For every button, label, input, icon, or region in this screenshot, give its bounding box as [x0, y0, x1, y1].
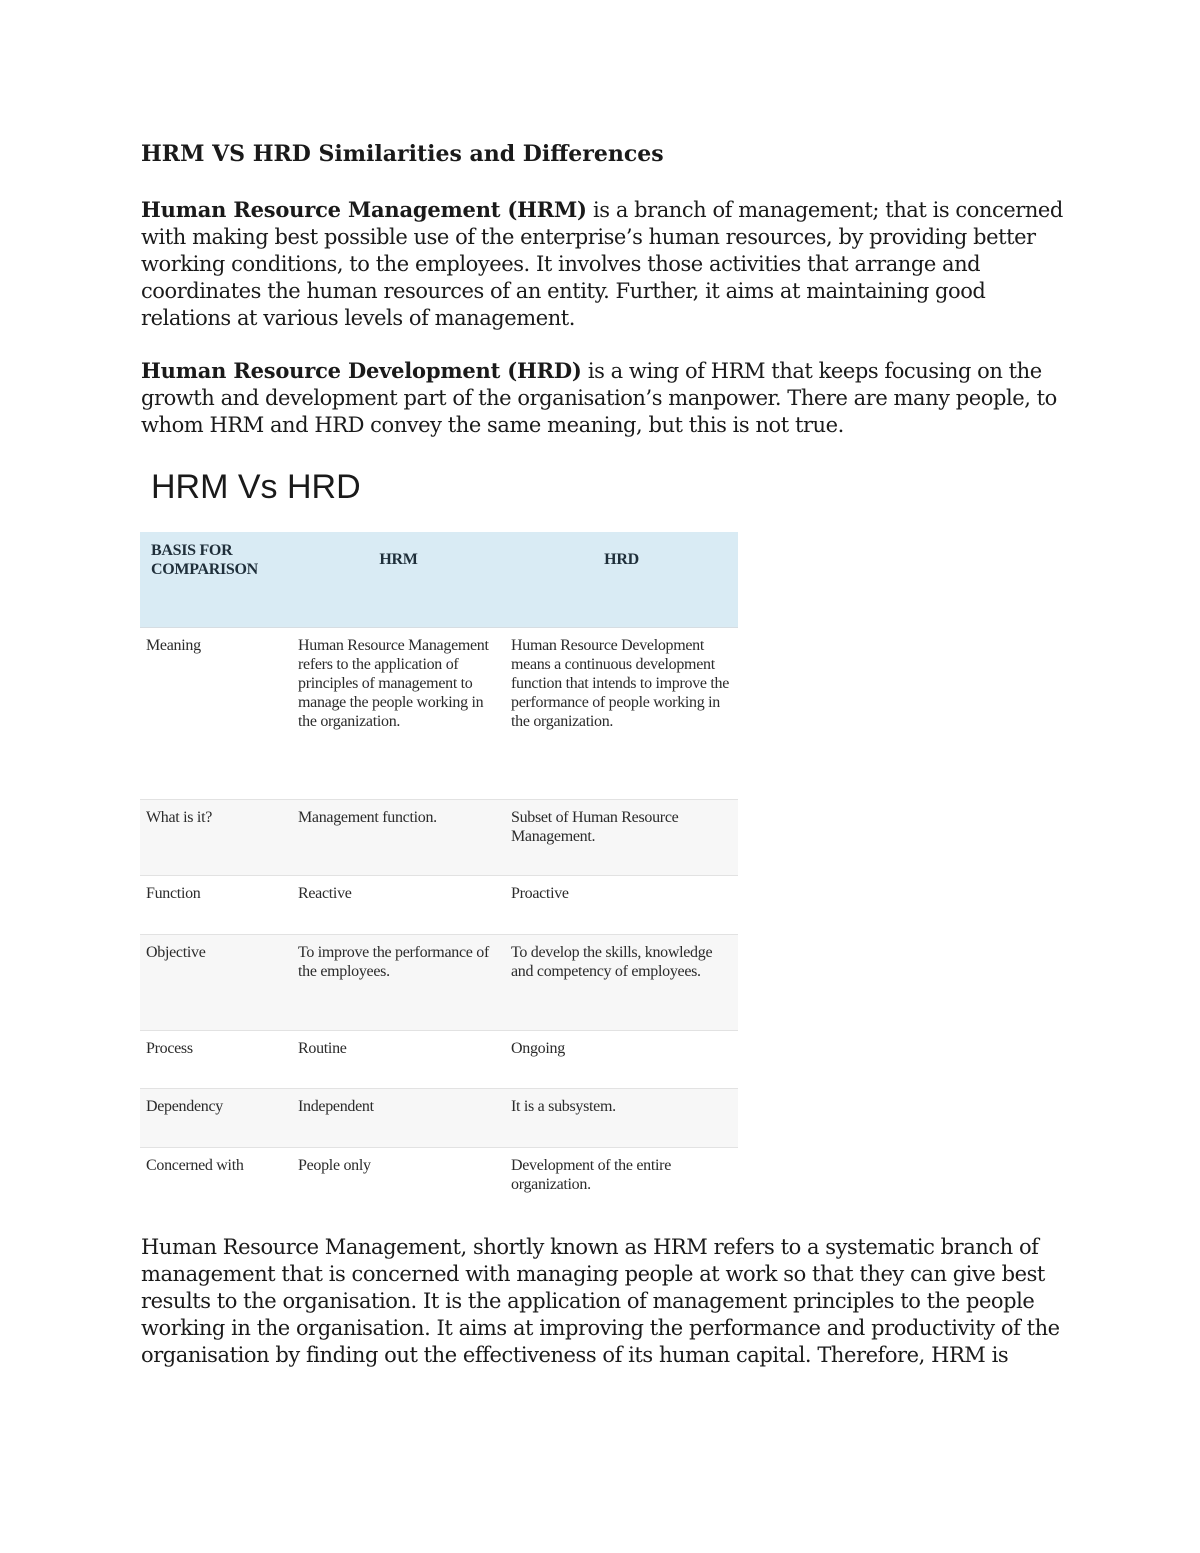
- hrm-term: Human Resource Management (HRM): [141, 197, 587, 222]
- row-hrd-cell: Ongoing: [505, 1031, 738, 1089]
- row-basis-cell: Process: [140, 1031, 292, 1089]
- hrd-definition-paragraph: [141, 357, 1071, 439]
- hrm-explanation-paragraph: Human Resource Management, shortly known as HRM refers to a systematic branch of management that is concerned with managing people at work so that they can give best results to the organisation. It is the application of management principles to the people working in the organisation. It aims at improving the performance and productivity of the organisation by finding out the effectiveness of its human capital. Therefore, HRM is: [141, 1235, 1060, 1367]
- hrd-definition-text: is a wing of HRM that keeps focusing on the growth and development part of the organisation’s manpower. There are many people, to whom HRM and HRD convey the same meaning, but this is not true.: [141, 359, 1057, 437]
- table-row: [140, 1148, 738, 1218]
- header-basis: BASIS FOR COMPARISON: [140, 532, 292, 628]
- row-hrm-cell: Human Resource Management refers to the application of principles of management to manage the people working in the organization.: [292, 628, 505, 800]
- row-basis-cell: Dependency: [140, 1089, 292, 1148]
- table-header-row: [140, 532, 738, 628]
- table-row: [140, 800, 738, 876]
- row-hrm-cell: To improve the performance of the employees.: [292, 935, 505, 1031]
- row-basis-cell: Concerned with: [146, 1157, 244, 1174]
- row-hrm-cell: Reactive: [292, 876, 505, 935]
- comparison-heading: HRM Vs HRD: [151, 468, 361, 506]
- document-title: HRM VS HRD Similarities and Differences: [141, 141, 664, 167]
- hrm-definition-text: is a branch of management; that is concerned with making best possible use of the enterprise’s human resources, by providing better working conditions, to the employees. It involves those activities that arrange and coordinates the human resources of an entity. Further, it aims at maintaining good relations at various levels of management.: [141, 198, 1063, 330]
- hrm-definition-paragraph: [141, 196, 1071, 332]
- table-row: [140, 876, 738, 935]
- row-hrm-cell: People only: [298, 1157, 371, 1174]
- row-hrm-cell: Management function.: [292, 800, 505, 876]
- row-hrd-cell: Human Resource Development means a continuous development function that intends to improve the performance of people working in the organization.: [505, 628, 738, 800]
- hrd-term: Human Resource Development (HRD): [141, 358, 582, 383]
- row-basis-cell: Function: [140, 876, 292, 935]
- row-basis-cell: What is it?: [140, 800, 292, 876]
- table-row: [140, 935, 738, 1031]
- table-row: [140, 1089, 738, 1148]
- row-basis-cell: Objective: [140, 935, 292, 1031]
- row-hrm-cell: Routine: [292, 1031, 505, 1089]
- header-hrm: HRM: [292, 532, 505, 628]
- row-basis-cell: Meaning: [140, 628, 292, 800]
- table-row: [140, 628, 738, 800]
- comparison-table: [140, 532, 738, 1218]
- row-hrd-cell: Development of the entire organization.: [511, 1157, 671, 1193]
- row-hrd-cell: To develop the skills, knowledge and competency of employees.: [505, 935, 738, 1031]
- row-hrd-cell: It is a subsystem.: [505, 1089, 738, 1148]
- header-hrd: HRD: [505, 532, 738, 628]
- row-hrd-cell: Proactive: [505, 876, 738, 935]
- row-hrd-cell: Subset of Human Resource Management.: [505, 800, 738, 876]
- row-hrm-cell: Independent: [292, 1089, 505, 1148]
- table-row: [140, 1031, 738, 1089]
